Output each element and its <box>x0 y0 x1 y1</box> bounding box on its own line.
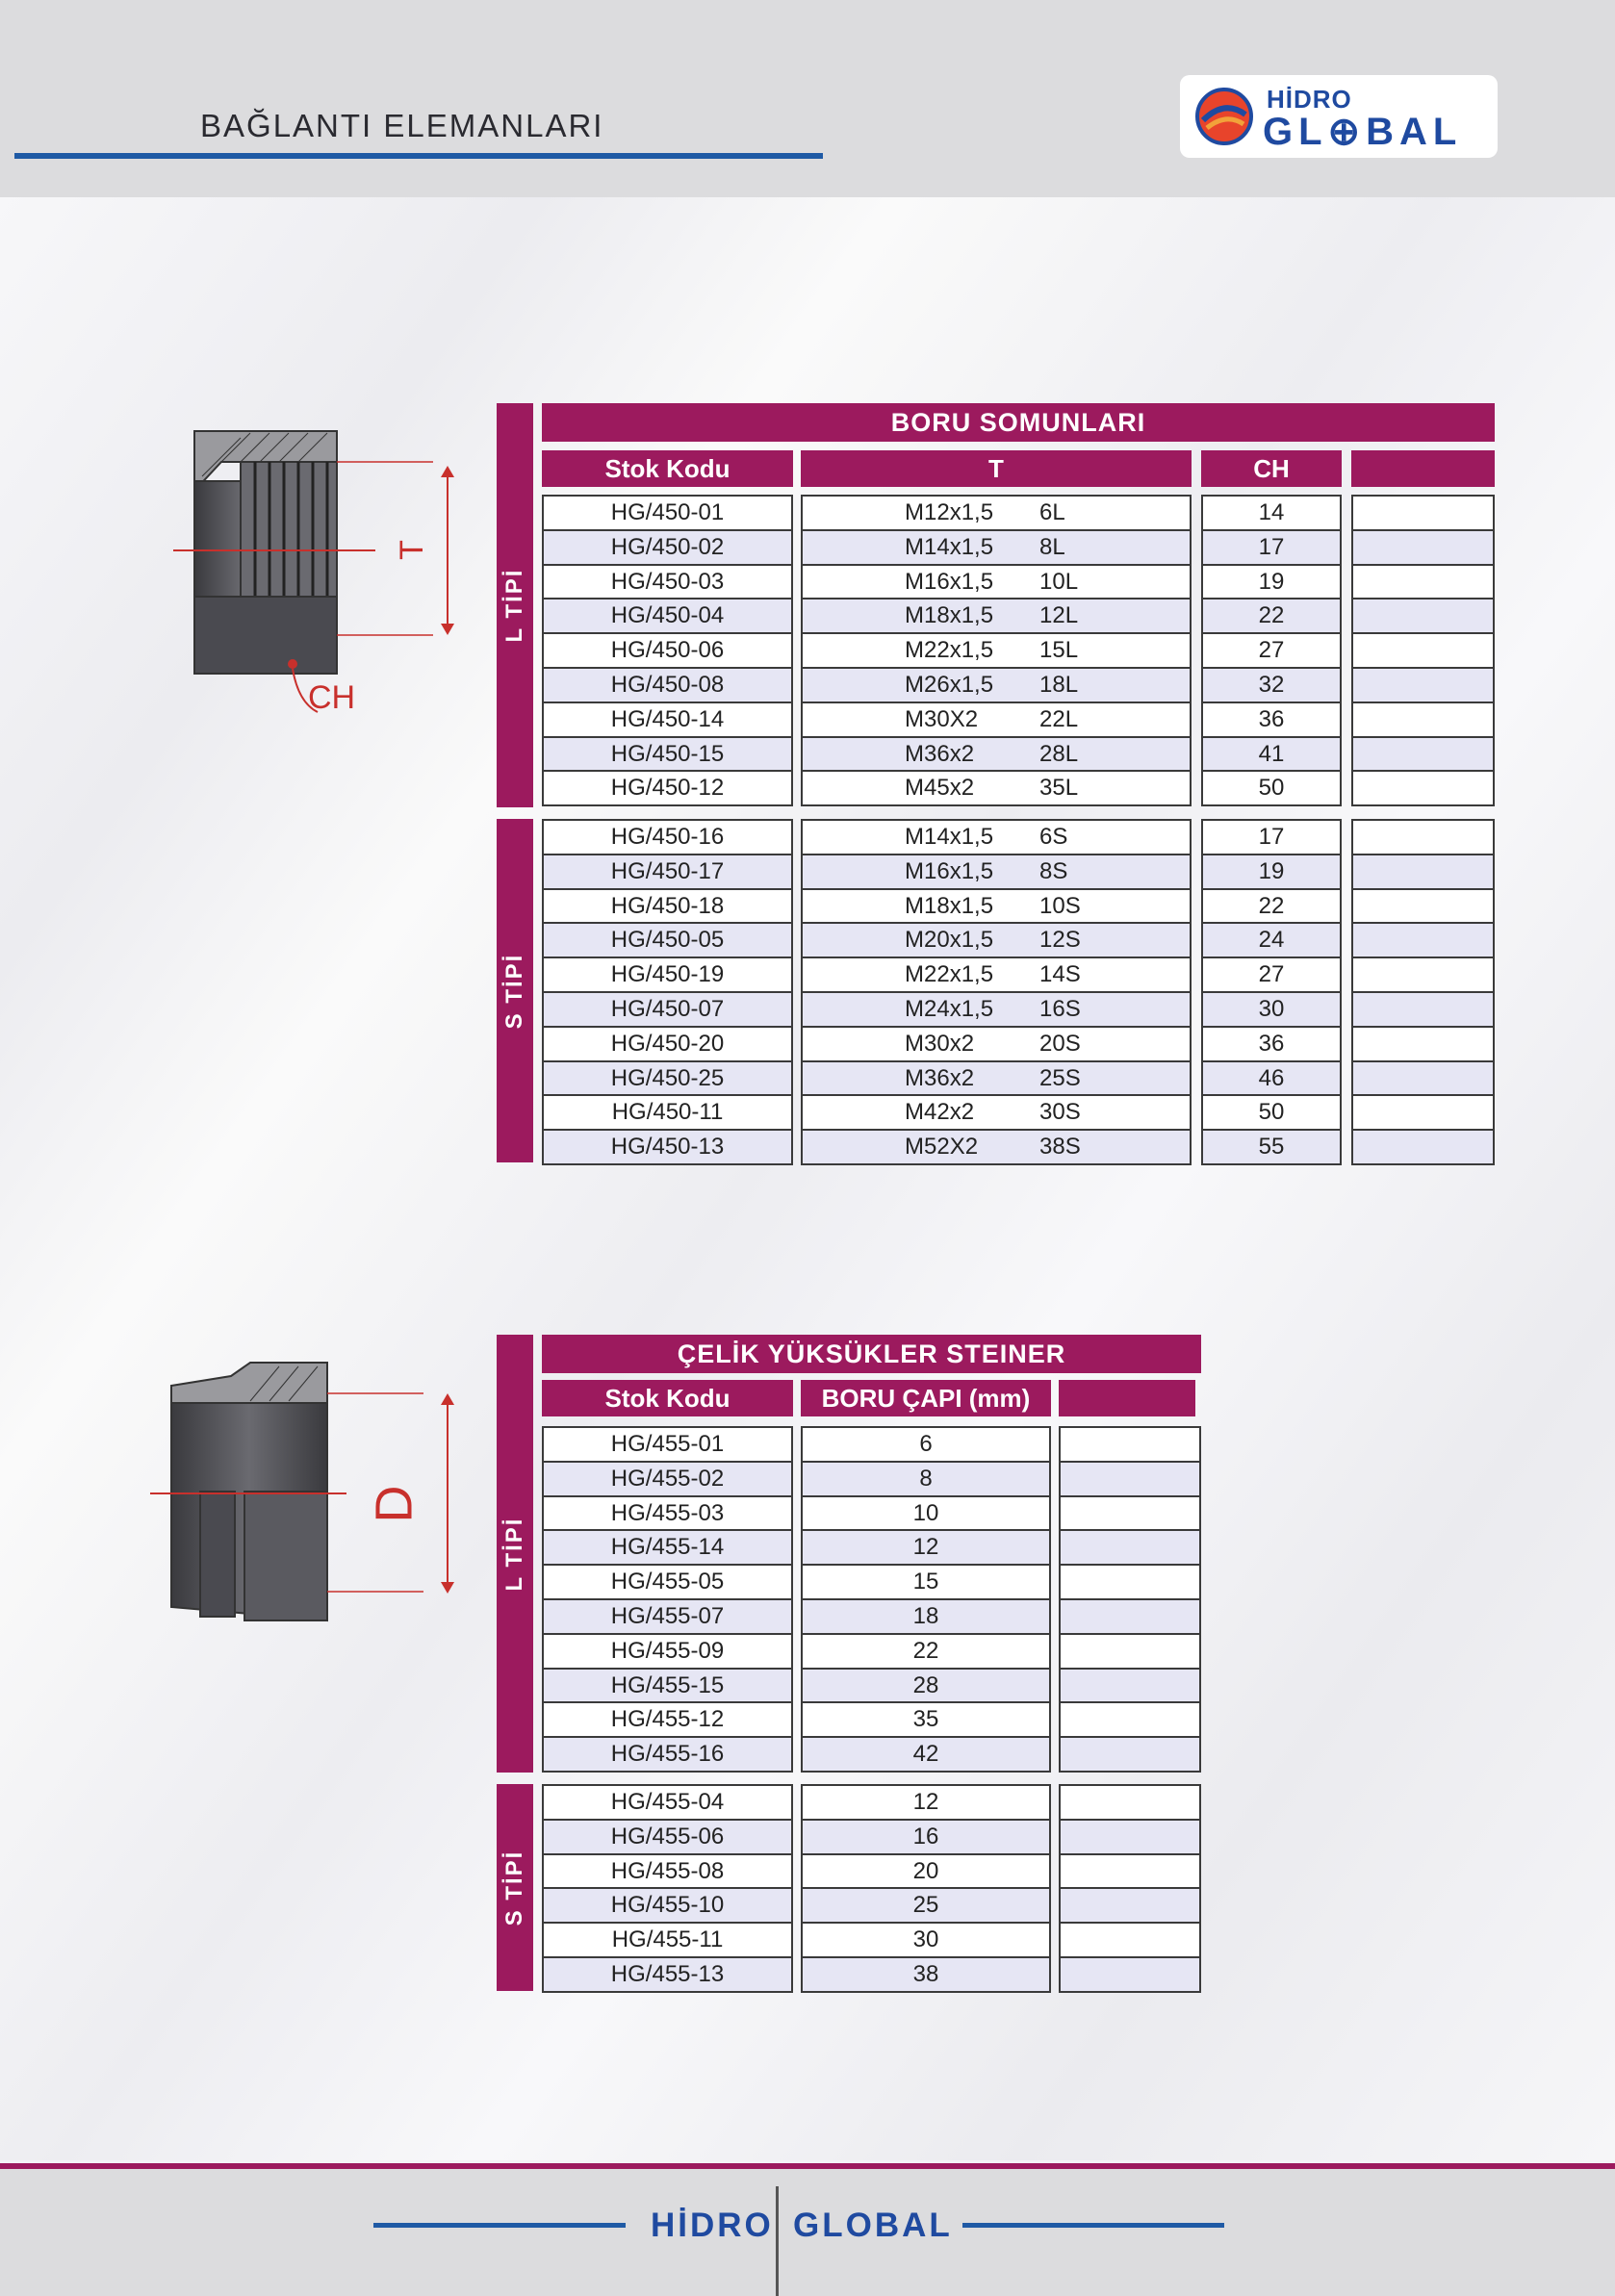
cell-text: M18x1,5 <box>905 893 994 919</box>
table-cell <box>801 736 1192 773</box>
table-cell <box>1201 922 1342 958</box>
table-cell <box>1351 922 1495 958</box>
table-cell <box>801 1956 1051 1993</box>
cell-text: HG/450-20 <box>610 1031 725 1057</box>
cell-text: 24 <box>1258 927 1285 953</box>
cell-text: HG/450-04 <box>610 602 725 628</box>
header-blank <box>1059 1380 1195 1416</box>
cell-text: M24x1,5 <box>905 996 994 1022</box>
cell-text: M16x1,5 <box>905 569 994 595</box>
cell-text: 12S <box>1039 927 1081 953</box>
table-cell <box>801 529 1192 566</box>
cell-text: 38S <box>1039 1134 1081 1160</box>
cell-text: M14x1,5 <box>905 534 994 560</box>
table-cell <box>1059 1564 1201 1600</box>
cell-text: HG/455-05 <box>610 1569 725 1594</box>
table-cell <box>542 770 793 806</box>
table-cell <box>542 702 793 738</box>
table-cell <box>1201 888 1342 925</box>
table-cell <box>801 1495 1051 1532</box>
table-cell <box>542 1887 793 1924</box>
cell-text: M18x1,5 <box>905 602 994 628</box>
cell-text: 12 <box>912 1789 939 1815</box>
cell-text: 32 <box>1258 672 1285 698</box>
table-cell <box>1059 1529 1201 1566</box>
cell-text: 8S <box>1039 858 1068 884</box>
table-cell <box>542 1784 793 1821</box>
table-cell <box>542 598 793 634</box>
table-cell <box>542 854 793 890</box>
cell-text: M26x1,5 <box>905 672 994 698</box>
cell-text: M36x2 <box>905 741 975 767</box>
table-cell <box>1201 564 1342 600</box>
table-cell <box>1059 1426 1201 1463</box>
cell-text: 10 <box>912 1500 939 1526</box>
table-cell <box>801 1668 1051 1704</box>
table-cell <box>1059 1853 1201 1890</box>
table-cell <box>801 1853 1051 1890</box>
cell-text: 17 <box>1258 534 1285 560</box>
cell-text: 14S <box>1039 961 1081 987</box>
table-cell <box>1351 598 1495 634</box>
cell-text: 22 <box>1258 893 1285 919</box>
table-cell <box>1201 495 1342 531</box>
cell-text: HG/450-19 <box>610 961 725 987</box>
cell-text: 19 <box>1258 569 1285 595</box>
table-cell <box>542 1060 793 1097</box>
table-cell <box>801 495 1192 531</box>
table-cell <box>542 1564 793 1600</box>
table-cell <box>1201 1026 1342 1062</box>
cell-text: HG/450-01 <box>610 499 725 525</box>
table-cell <box>542 1129 793 1165</box>
cell-text: M30X2 <box>905 706 979 732</box>
cell-text: HG/450-06 <box>610 637 725 663</box>
table-cell <box>542 1529 793 1566</box>
brand-logo <box>1180 75 1498 158</box>
cell-text: 18L <box>1039 672 1079 698</box>
cell-text: 27 <box>1258 961 1285 987</box>
cell-text: M36x2 <box>905 1065 975 1091</box>
cell-text: 30 <box>1258 996 1285 1022</box>
logo-hidro-text: HİDRO <box>1267 85 1352 114</box>
table-cell <box>542 922 793 958</box>
table-cell <box>1059 1784 1201 1821</box>
cell-text: 30 <box>912 1926 939 1952</box>
cell-text: 18 <box>912 1603 939 1629</box>
footer-hidro-text: HİDRO <box>651 2207 774 2244</box>
table-cell <box>1351 702 1495 738</box>
celik-yuksukler-title: ÇELİK YÜKSÜKLER STEINER <box>542 1335 1201 1373</box>
dimension-ch-label: CH <box>308 679 356 716</box>
footer-global-text: GLOBAL <box>793 2207 953 2244</box>
cell-text: HG/450-05 <box>610 927 725 953</box>
table-cell <box>1351 770 1495 806</box>
table-cell <box>1201 770 1342 806</box>
table-cell <box>1351 1026 1495 1062</box>
cell-text: HG/455-11 <box>611 1926 724 1952</box>
cell-text: HG/450-18 <box>610 893 725 919</box>
cell-text: M42x2 <box>905 1099 975 1125</box>
dimension-arrow <box>433 1391 462 1595</box>
table-cell <box>542 1668 793 1704</box>
cell-text: M30x2 <box>905 1031 975 1057</box>
cell-text: 12L <box>1039 602 1079 628</box>
table-cell <box>801 922 1192 958</box>
table-cell <box>1201 667 1342 703</box>
cell-text: 36 <box>1258 1031 1285 1057</box>
cell-text: HG/450-07 <box>610 996 725 1022</box>
table-cell <box>542 667 793 703</box>
table-cell <box>1351 1060 1495 1097</box>
cell-text: HG/455-12 <box>610 1706 725 1732</box>
table-cell <box>1201 529 1342 566</box>
cell-text: HG/450-12 <box>610 775 725 801</box>
table-cell <box>801 1129 1192 1165</box>
footer-separator <box>776 2186 779 2296</box>
cell-text: 20S <box>1039 1031 1081 1057</box>
cell-text: M16x1,5 <box>905 858 994 884</box>
header-stok-kodu: Stok Kodu <box>542 1380 793 1416</box>
cell-text: 35 <box>912 1706 939 1732</box>
cell-text: 8L <box>1039 534 1065 560</box>
table-cell <box>1201 702 1342 738</box>
table-cell <box>801 1887 1051 1924</box>
cell-text: M45x2 <box>905 775 975 801</box>
table-cell <box>801 702 1192 738</box>
table-cell <box>801 598 1192 634</box>
table-cell <box>1351 667 1495 703</box>
table-cell <box>542 1094 793 1131</box>
table-cell <box>1351 1094 1495 1131</box>
cell-text: M20x1,5 <box>905 927 994 953</box>
table-cell <box>1201 819 1342 855</box>
table-cell <box>1351 957 1495 993</box>
cell-text: HG/450-13 <box>610 1134 725 1160</box>
table-cell <box>542 1426 793 1463</box>
table-cell <box>542 1819 793 1855</box>
table-cell <box>801 1633 1051 1670</box>
table-cell <box>1201 957 1342 993</box>
cell-text: 28 <box>912 1672 939 1698</box>
cell-text: 19 <box>1258 858 1285 884</box>
table-cell <box>1351 736 1495 773</box>
cell-text: 6L <box>1039 499 1065 525</box>
table-cell <box>542 495 793 531</box>
cell-text: 22 <box>912 1638 939 1664</box>
table-cell <box>542 1598 793 1635</box>
table-cell <box>801 1529 1051 1566</box>
cell-text: 16S <box>1039 996 1081 1022</box>
cell-text: 15L <box>1039 637 1079 663</box>
cell-text: HG/455-08 <box>610 1858 725 1884</box>
logo-global-text: GL⊕BAL <box>1263 111 1463 153</box>
cell-text: 12 <box>912 1534 939 1560</box>
table-cell <box>801 1461 1051 1497</box>
table-cell <box>1351 1129 1495 1165</box>
cell-text: 14 <box>1258 499 1285 525</box>
table-cell <box>1351 991 1495 1028</box>
table-cell <box>542 1026 793 1062</box>
dimension-d-label: D <box>365 1485 423 1523</box>
table-cell <box>1059 1887 1201 1924</box>
table-cell <box>542 957 793 993</box>
table-cell <box>1059 1633 1201 1670</box>
cell-text: HG/450-02 <box>610 534 725 560</box>
header-underline <box>14 153 823 159</box>
table-cell <box>1059 1956 1201 1993</box>
header-ch: CH <box>1201 450 1342 487</box>
table-cell <box>801 1819 1051 1855</box>
cell-text: 41 <box>1258 741 1285 767</box>
cell-text: 25 <box>912 1892 939 1918</box>
table-cell <box>1059 1922 1201 1958</box>
table-cell <box>801 854 1192 890</box>
celik-l-tipi-tab: L TİPİ <box>497 1335 533 1773</box>
table-cell <box>1059 1701 1201 1738</box>
cell-text: 6S <box>1039 824 1068 850</box>
cell-text: 30S <box>1039 1099 1081 1125</box>
boru-somunlari-title: BORU SOMUNLARI <box>542 403 1495 442</box>
dimension-arrow <box>433 464 462 637</box>
cell-text: HG/455-02 <box>610 1466 725 1492</box>
header-t: T <box>801 450 1192 487</box>
table-cell <box>542 1853 793 1890</box>
table-cell <box>801 1784 1051 1821</box>
table-cell <box>801 667 1192 703</box>
table-cell <box>1059 1461 1201 1497</box>
table-cell <box>801 819 1192 855</box>
table-cell <box>542 529 793 566</box>
cell-text: HG/455-06 <box>610 1824 725 1850</box>
table-cell <box>542 888 793 925</box>
table-cell <box>801 564 1192 600</box>
table-cell <box>1201 1129 1342 1165</box>
cell-text: 25S <box>1039 1065 1081 1091</box>
table-cell <box>1201 854 1342 890</box>
table-cell <box>1201 991 1342 1028</box>
table-cell <box>542 1736 793 1773</box>
cell-text: HG/450-03 <box>610 569 725 595</box>
table-cell <box>542 1701 793 1738</box>
cell-text: HG/455-16 <box>610 1741 725 1767</box>
table-cell <box>801 1564 1051 1600</box>
cell-text: HG/450-15 <box>610 741 725 767</box>
table-cell <box>801 1736 1051 1773</box>
celik-s-tipi-tab: S TİPİ <box>497 1784 533 1991</box>
table-cell <box>1351 632 1495 669</box>
page-title: BAĞLANTI ELEMANLARI <box>200 108 604 143</box>
table-cell <box>1351 819 1495 855</box>
cell-text: HG/455-10 <box>610 1892 725 1918</box>
cell-text: HG/450-11 <box>611 1099 724 1125</box>
table-cell <box>801 770 1192 806</box>
cell-text: 55 <box>1258 1134 1285 1160</box>
header-blank <box>1351 450 1495 487</box>
cell-text: 15 <box>912 1569 939 1594</box>
cell-text: HG/455-14 <box>610 1534 725 1560</box>
table-cell <box>542 819 793 855</box>
table-cell <box>1351 529 1495 566</box>
table-cell <box>542 1956 793 1993</box>
cell-text: 22 <box>1258 602 1285 628</box>
cell-text: 6 <box>919 1431 933 1457</box>
cell-text: 50 <box>1258 1099 1285 1125</box>
footer-right-bar <box>962 2223 1224 2228</box>
cell-text: 42 <box>912 1741 939 1767</box>
cell-text: 10L <box>1039 569 1079 595</box>
cell-text: 22L <box>1039 706 1079 732</box>
table-cell <box>1059 1668 1201 1704</box>
table-cell <box>1201 736 1342 773</box>
table-cell <box>1059 1495 1201 1532</box>
cell-text: HG/455-13 <box>610 1961 725 1987</box>
cell-text: HG/450-14 <box>610 706 725 732</box>
boru-s-tipi-tab: S TİPİ <box>497 819 533 1162</box>
cell-text: 20 <box>912 1858 939 1884</box>
boru-l-tipi-tab: L TİPİ <box>497 403 533 807</box>
table-cell <box>542 1922 793 1958</box>
table-cell <box>542 1495 793 1532</box>
table-cell <box>801 1094 1192 1131</box>
cell-text: M12x1,5 <box>905 499 994 525</box>
table-cell <box>1201 598 1342 634</box>
cell-text: 16 <box>912 1824 939 1850</box>
cell-text: HG/450-25 <box>610 1065 725 1091</box>
table-cell <box>542 564 793 600</box>
footer-left-bar <box>373 2223 626 2228</box>
header-stok-kodu: Stok Kodu <box>542 450 793 487</box>
cell-text: 38 <box>912 1961 939 1987</box>
table-cell <box>542 1633 793 1670</box>
cell-text: HG/455-03 <box>610 1500 725 1526</box>
table-cell <box>801 1598 1051 1635</box>
cell-text: 36 <box>1258 706 1285 732</box>
cell-text: M22x1,5 <box>905 961 994 987</box>
table-cell <box>1059 1736 1201 1773</box>
table-cell <box>801 991 1192 1028</box>
table-cell <box>1351 495 1495 531</box>
cell-text: HG/455-15 <box>610 1672 725 1698</box>
table-cell <box>801 1922 1051 1958</box>
cell-text: M52X2 <box>905 1134 979 1160</box>
table-cell <box>1201 1060 1342 1097</box>
cell-text: 50 <box>1258 775 1285 801</box>
table-cell <box>801 1426 1051 1463</box>
table-cell <box>1351 564 1495 600</box>
table-cell <box>801 632 1192 669</box>
table-cell <box>542 632 793 669</box>
table-cell <box>801 957 1192 993</box>
table-cell <box>542 736 793 773</box>
cell-text: M22x1,5 <box>905 637 994 663</box>
table-cell <box>801 1060 1192 1097</box>
header-boru-capi: BORU ÇAPI (mm) <box>801 1380 1051 1416</box>
table-cell <box>801 888 1192 925</box>
table-cell <box>1201 632 1342 669</box>
cell-text: 17 <box>1258 824 1285 850</box>
cell-text: 10S <box>1039 893 1081 919</box>
cell-text: 28L <box>1039 741 1079 767</box>
cell-text: 35L <box>1039 775 1079 801</box>
cell-text: HG/455-01 <box>610 1431 725 1457</box>
cell-text: 8 <box>919 1466 933 1492</box>
table-cell <box>1059 1819 1201 1855</box>
cell-text: HG/455-04 <box>610 1789 725 1815</box>
table-cell <box>1351 854 1495 890</box>
nut-diagram <box>164 423 433 731</box>
table-cell <box>1351 888 1495 925</box>
cell-text: HG/450-16 <box>610 824 725 850</box>
cell-text: HG/455-09 <box>610 1638 725 1664</box>
table-cell <box>542 991 793 1028</box>
cell-text: 27 <box>1258 637 1285 663</box>
cell-text: M14x1,5 <box>905 824 994 850</box>
table-cell <box>1201 1094 1342 1131</box>
cell-text: HG/450-17 <box>610 858 725 884</box>
table-cell <box>801 1701 1051 1738</box>
cell-text: HG/455-07 <box>610 1603 725 1629</box>
table-cell <box>542 1461 793 1497</box>
table-cell <box>801 1026 1192 1062</box>
cell-text: HG/450-08 <box>610 672 725 698</box>
table-cell <box>1059 1598 1201 1635</box>
cell-text: 46 <box>1258 1065 1285 1091</box>
dimension-t-label: T <box>393 540 430 560</box>
globe-logo-icon <box>1193 86 1255 147</box>
